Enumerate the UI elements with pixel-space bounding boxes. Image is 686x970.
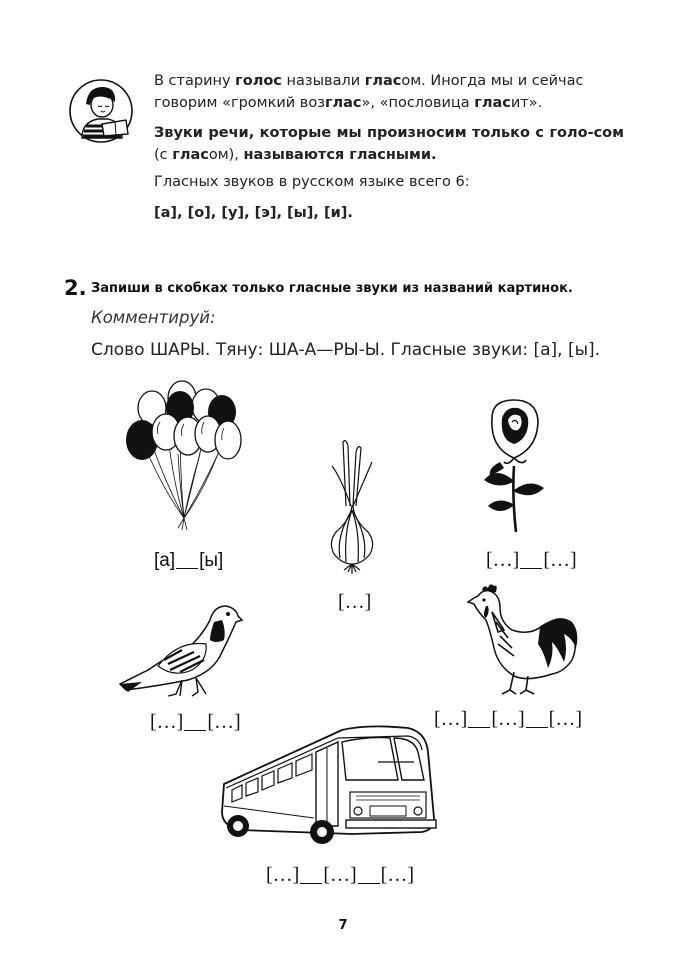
balloons-icon	[122, 378, 246, 532]
rose-icon	[478, 396, 550, 536]
bus-icon	[218, 722, 440, 852]
pigeon-icon	[118, 600, 242, 698]
task-comment-label: Комментируй:	[91, 308, 216, 327]
answer-bus[interactable]: […] […] […]	[266, 864, 414, 886]
reading-boy-icon	[68, 78, 134, 144]
rooster-icon	[468, 582, 580, 698]
answer-onion[interactable]: […]	[338, 591, 372, 613]
answer-balloons[interactable]: [а] [ы]	[154, 550, 224, 571]
rule-paragraph: Звуки речи, которые мы произносим только с голо-сом (с гласом), называются гласными.	[154, 125, 624, 163]
task-instruction: Запиши в скобках только гласные звуки из названий картинок.	[91, 281, 573, 296]
answer-rooster[interactable]: […] […] […]	[434, 708, 582, 730]
answer-rose[interactable]: […] […]	[486, 549, 577, 571]
page-number: 7	[338, 918, 348, 933]
task-number: 2.	[64, 276, 87, 300]
vowel-list: [а], [о], [у], [э], [ы], [и].	[154, 205, 353, 221]
intro-paragraph-1: В старину голос называли гласом. Иногда мы и сейчас говорим «громкий возглас», «пословица гласит».	[154, 73, 584, 111]
onion-icon	[326, 436, 378, 576]
task-example: Слово ШАРЫ. Тяну: ША-А—РЫ-Ы. Гласные звуки: [а], [ы].	[91, 340, 601, 360]
vowel-count-text: Гласных звуков в русском языке всего 6:	[154, 174, 470, 190]
answer-pigeon[interactable]: […] […]	[150, 711, 241, 733]
